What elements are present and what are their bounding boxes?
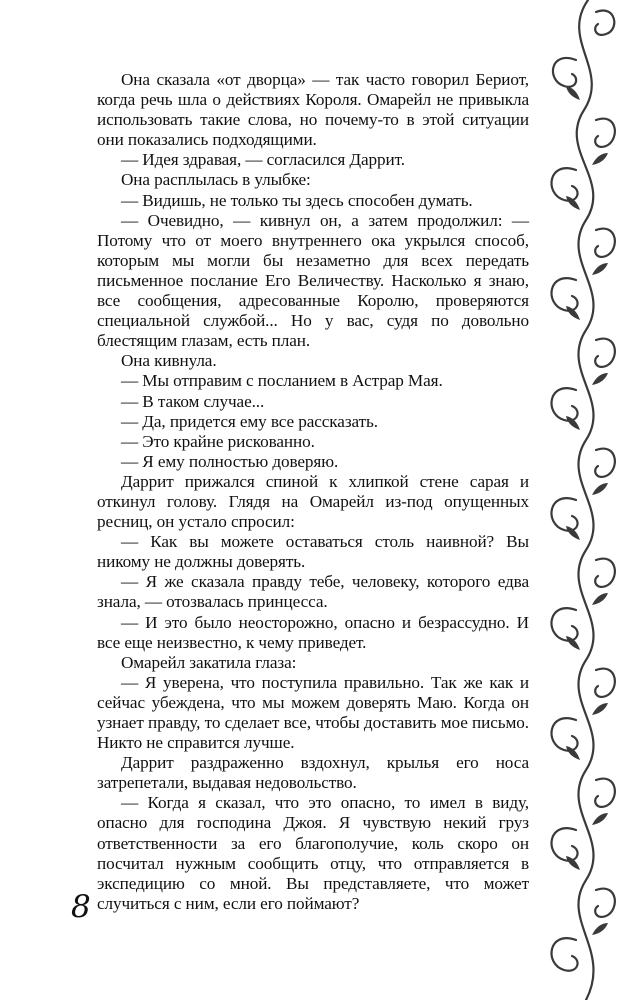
paragraph: — Как вы можете оставаться столь наивной? Вы никому не должны доверять. [97, 532, 529, 572]
paragraph: — Я ему полностью доверяю. [121, 451, 339, 471]
paragraph: — И это было неосторожно, опасно и безрассудно. И все еще неизвестно, к чему приведет. [97, 612, 529, 652]
paragraph: Даррит прижался спиной к хлипкой стене сарая и откинул голову. Глядя на Омарейл из-под опущенных ресниц, он устало спросил: [97, 471, 529, 532]
paragraph: — Это крайне рискованно. [121, 431, 315, 451]
paragraph: — Я уверена, что поступила правильно. Так же как и сейчас убеждена, что мы можем доверять Маю. Когда он узнает правду, то сделает все, чтобы доставить мое письмо. Никто не справится лучше. [97, 672, 529, 753]
paragraph: — Видишь, не только ты здесь способен думать. [121, 190, 473, 210]
paragraph: Она расплылась в улыбке: [121, 170, 311, 190]
paragraph: — Когда я сказал, что это опасно, то имел в виду, опасно для господина Джоя. Я чувствую некий груз ответственности за его благополучие, коль скоро он посчитал нужным сообщить отцу, что отправляется в экспедицию со мной. Вы представляете, что может случиться с ним, если его поймают? [97, 793, 529, 913]
paragraph: — Мы отправим с посланием в Астрар Мая. [121, 371, 443, 391]
paragraph: — Идея здравая, — согласился Даррит. [121, 150, 405, 170]
paragraph: — Очевидно, — кивнул он, а затем продолжил: — Потому что от моего внутреннего ока укрылся способ, которым мы могли бы незаметно для всех передать письменное послание Его Величеству. Насколько я знаю, все сообщения, адресованные Королю, проверяются специальной службой... Но у вас, судя по довольно блестящим глазам, есть план. [97, 210, 529, 351]
swirl-vine-border-icon [540, 0, 619, 1000]
paragraph: Омарейл закатила глаза: [121, 652, 297, 672]
paragraph: Она сказала «от дворца» — так часто говорил Бериот, когда речь шла о действиях Короля. Омарейл не привыкла использовать такие слова, но почему-то в этой ситуации они показались подходящими. [97, 70, 529, 150]
paragraph: — В таком случае... [121, 391, 265, 411]
page-number: 8 [71, 889, 91, 925]
paragraph: Она кивнула. [121, 351, 217, 371]
body-text [97, 70, 529, 914]
paragraph: — Да, придется ему все рассказать. [121, 411, 378, 431]
paragraph: — Я же сказала правду тебе, человеку, которого едва знала, — отозвалась принцесса. [97, 572, 529, 612]
paragraph: Даррит раздраженно вздохнул, крылья его носа затрепетали, выдавая недовольство. [97, 753, 529, 793]
